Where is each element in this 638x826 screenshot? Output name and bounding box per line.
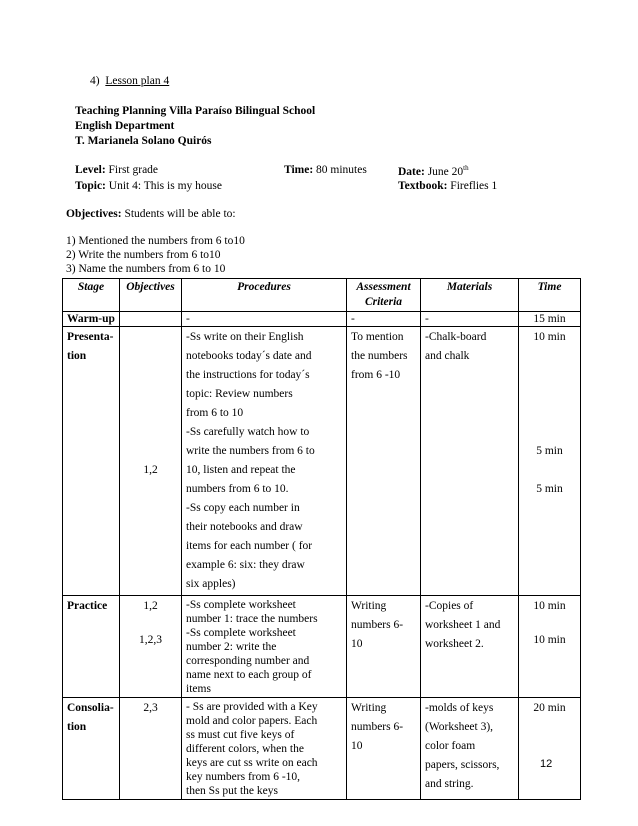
time-field: Time: 80 minutes [284, 164, 367, 176]
textbook-field: Textbook: Fireflies 1 [398, 180, 498, 192]
procedures-cell: -Ss write on their English notebooks today´s date and the instructions for today´s topic: Review numbers from 6 to 10 -Ss carefully watch how to write the numbers from 6 to 10, listen and repeat the numbers from 6 to 10. -Ss copy each number in their notebooks and draw items for each number ( for example 6: six: they draw six apples) [182, 327, 347, 596]
page-number: 12 [540, 758, 553, 770]
materials-cell: -molds of keys (Worksheet 3), color foam papers, scissors, and string. [421, 698, 519, 800]
header-procedures: Procedures [182, 279, 347, 312]
objective-item: 1) Mentioned the numbers from 6 to10 [66, 235, 245, 247]
table-row [63, 327, 581, 596]
procedures-cell: - Ss are provided with a Key mold and color papers. Each ss must cut five keys of different colors, when the keys are cut ss write on each key numbers from 6 -10, then Ss put the keys [182, 698, 347, 800]
stage-cell: Consolia- tion [63, 698, 120, 800]
stage-cell: Warm-up [63, 312, 120, 327]
date-field: Date: June 20th [398, 164, 469, 178]
section-number: 4) [90, 75, 100, 87]
level-field: Level: First grade [75, 164, 159, 176]
header-objectives: Objectives [120, 279, 182, 312]
header-stage: Stage [63, 279, 120, 312]
objective-item: 3) Name the numbers from 6 to 10 [66, 263, 226, 275]
school-header [75, 104, 315, 149]
time-value: 80 minutes [316, 164, 367, 176]
objectives-heading: Objectives: Students will be able to: [66, 208, 236, 220]
objective-item: 2) Write the numbers from 6 to10 [66, 249, 221, 261]
time-cell: 20 min [519, 698, 581, 800]
stage-cell: Practice [63, 596, 120, 698]
table-row [63, 596, 581, 698]
materials-cell: -Chalk-board and chalk [421, 327, 519, 596]
level-value: First grade [108, 164, 159, 176]
topic-value: Unit 4: This is my house [108, 180, 222, 192]
topic-field: Topic: Unit 4: This is my house [75, 180, 222, 192]
objectives-cell: 1,2 [120, 327, 182, 596]
header-time: Time [519, 279, 581, 312]
procedures-cell: -Ss complete worksheet number 1: trace the numbers -Ss complete worksheet number 2: write the corresponding number and name next to each group of items [182, 596, 347, 698]
section-title [90, 75, 169, 87]
time-cell: 10 min 10 min [519, 596, 581, 698]
header-line-3: T. Marianela Solano Quirós [75, 135, 212, 147]
stage-cell: Presenta- tion [63, 327, 120, 596]
time-cell: 10 min 5 min 5 min [519, 327, 581, 596]
section-title-text: Lesson plan 4 [105, 75, 170, 87]
table-row: Warm-up - - - 15 min [63, 312, 581, 327]
objectives-cell: 1,2 1,2,3 [120, 596, 182, 698]
assessment-cell: Writing numbers 6- 10 [347, 596, 421, 698]
header-assessment: Assessment Criteria [347, 279, 421, 312]
objectives-cell: 2,3 [120, 698, 182, 800]
header-line-2: English Department [75, 120, 175, 132]
header-materials: Materials [421, 279, 519, 312]
objectives-list [66, 234, 245, 276]
header-line-1: Teaching Planning Villa Paraíso Bilingual School [75, 105, 316, 117]
table-row [63, 698, 581, 800]
table-header-row [63, 279, 581, 312]
assessment-cell: Writing numbers 6- 10 [347, 698, 421, 800]
date-value: June 20 [427, 165, 464, 178]
materials-cell: -Copies of worksheet 1 and worksheet 2. [421, 596, 519, 698]
lesson-plan-table [62, 278, 581, 800]
textbook-value: Fireflies 1 [450, 180, 498, 192]
assessment-cell: To mention the numbers from 6 -10 [347, 327, 421, 596]
